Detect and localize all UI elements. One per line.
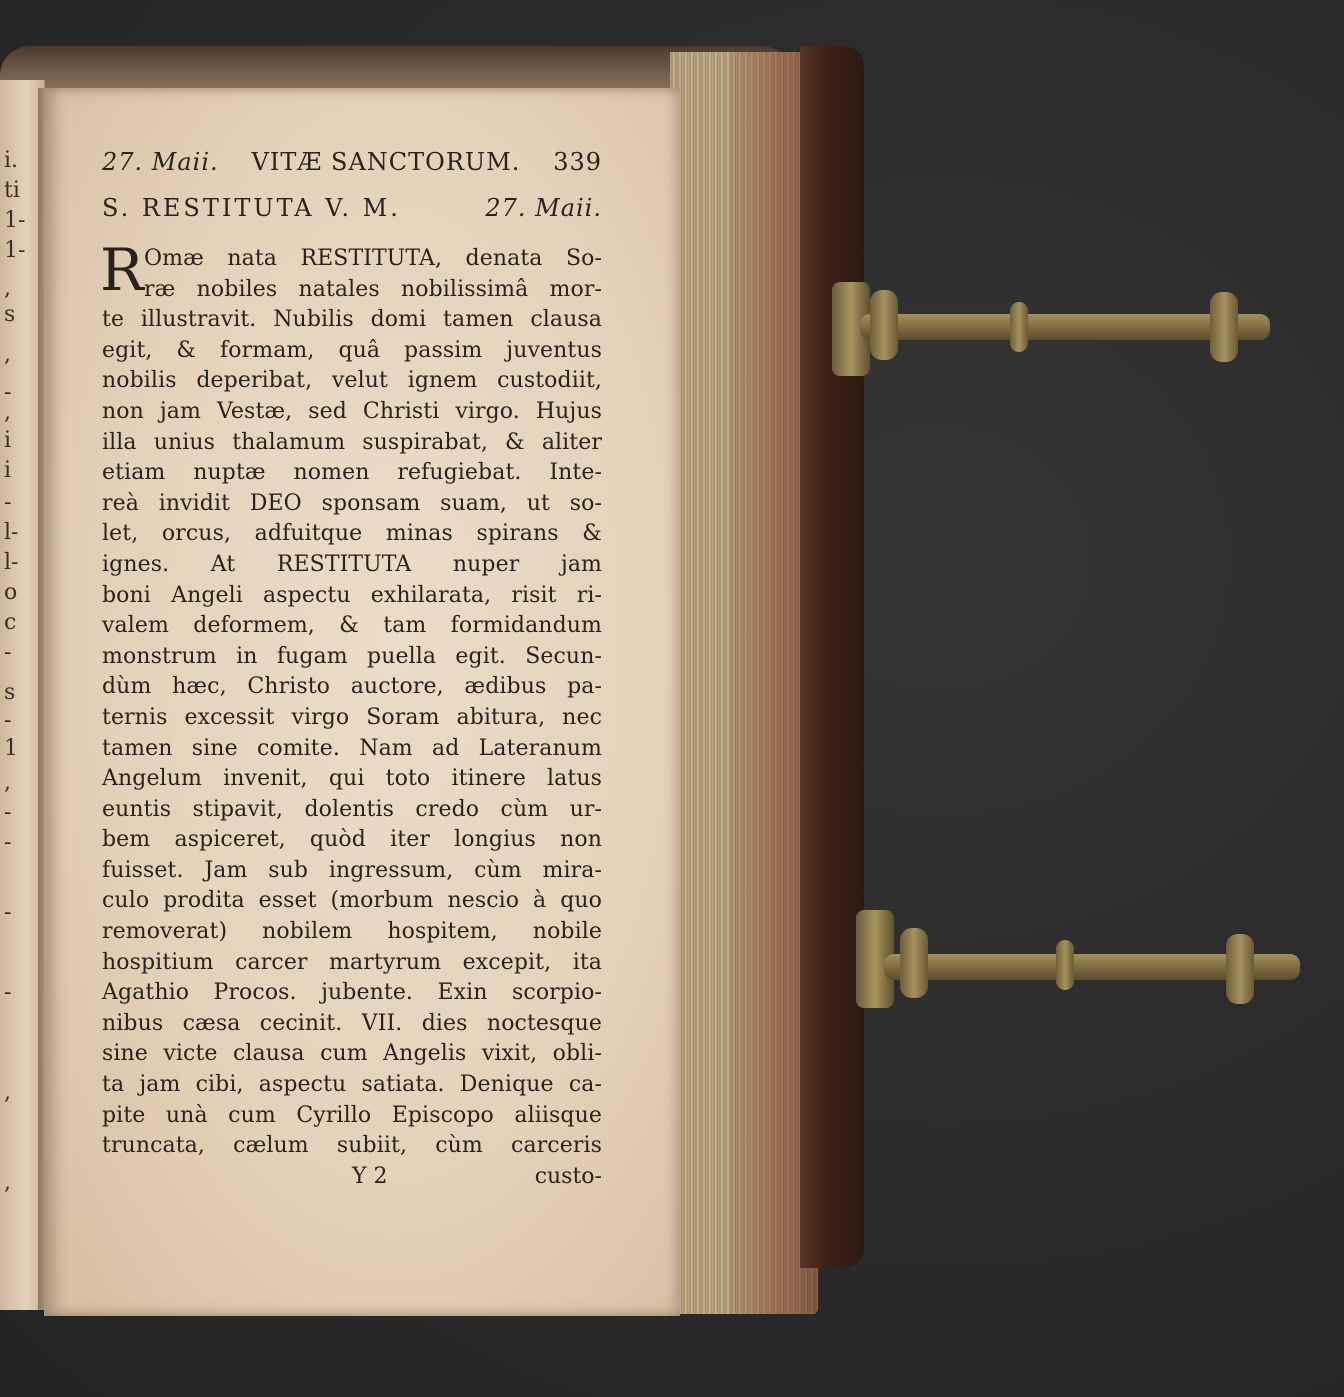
text-line: fuisset. Jam sub ingressum, cùm mira- [102, 857, 602, 883]
text-line: illa unius thalamum suspirabat, & aliter [102, 429, 602, 455]
text-line: sine victe clausa cum Angelis vixit, obli- [102, 1041, 602, 1067]
text-line: boni Angeli aspectu exhilarata, risit ri- [102, 582, 602, 608]
text-line: nibus cæsa cecinit. VII. dies noctesque [102, 1010, 602, 1036]
text-line: te illustravit. Nubilis domi tamen clausa [102, 307, 602, 333]
running-head-date: 27. Maii. [102, 148, 219, 176]
text-line: ignes. At RESTITUTA nuper jam [102, 551, 602, 577]
text-line: pite unà cum Cyrillo Episcopo aliisque [102, 1102, 602, 1128]
text-line: let, orcus, adfuitque minas spirans & [102, 521, 602, 547]
page-footer [102, 1164, 602, 1189]
text-column [102, 148, 602, 1189]
text-line: non jam Vestæ, sed Christi virgo. Hujus [102, 398, 602, 424]
text-line: egit, & formam, quâ passim juventus [102, 337, 602, 363]
section-heading [102, 194, 602, 222]
text-line: nobilis deperibat, velut ignem custodiit, [102, 368, 602, 394]
facing-page-edge: i. ti 1- 1- , s , - , i i - l- l- o c - s - 1 , - - - - , , [0, 80, 45, 1310]
lower-clasp [856, 910, 1300, 1020]
text-line: ternis excessit virgo Soram abitura, nec [102, 704, 602, 730]
book-cover-edge [800, 46, 864, 1268]
text-line: etiam nuptæ nomen refugiebat. Inte- [102, 460, 602, 486]
text-line: ræ nobiles natales nobilissimâ mor- [144, 276, 602, 302]
text-line: Angelum invenit, qui toto itinere latus [102, 766, 602, 792]
text-line: euntis stipavit, dolentis credo cùm ur- [102, 796, 602, 822]
text-line: Agathio Procos. jubente. Exin scorpio- [102, 980, 602, 1006]
running-head [102, 148, 602, 176]
text-line: monstrum in fugam puella egit. Secun- [102, 643, 602, 669]
section-title: S. RESTITUTA V. M. [102, 194, 401, 222]
drop-cap: R [100, 236, 144, 304]
running-head-title: VITÆ SANCTORUM. [251, 148, 521, 176]
text-line: Omæ nata RESTITUTA, denata So- [144, 246, 602, 271]
section-date: 27. Maii. [485, 194, 602, 222]
text-line: valem deformem, & tam formidandum [102, 613, 602, 639]
text-line: removerat) nobilem hospitem, nobile [102, 919, 602, 945]
text-line: reà invidit DEO sponsam suam, ut so- [102, 490, 602, 516]
catchword: custo- [534, 1163, 602, 1189]
text-line: truncata, cælum subiit, cùm carceris [102, 1133, 602, 1159]
text-line: hospitium carcer martyrum excepit, ita [102, 949, 602, 975]
body-text [100, 236, 602, 1162]
page-number: 339 [553, 148, 602, 176]
text-line: culo prodita esset (morbum nescio à quo [102, 888, 602, 914]
upper-clasp [830, 280, 1270, 390]
book-page [44, 88, 680, 1316]
text-line: dùm hæc, Christo auctore, ædibus pa- [102, 674, 602, 700]
text-line: ta jam cibi, aspectu satiata. Denique ca- [102, 1072, 602, 1098]
text-line: tamen sine comite. Nam ad Lateranum [102, 735, 602, 761]
text-line: bem aspiceret, quòd iter longius non [102, 827, 602, 853]
signature-mark: Y 2 [352, 1163, 388, 1189]
